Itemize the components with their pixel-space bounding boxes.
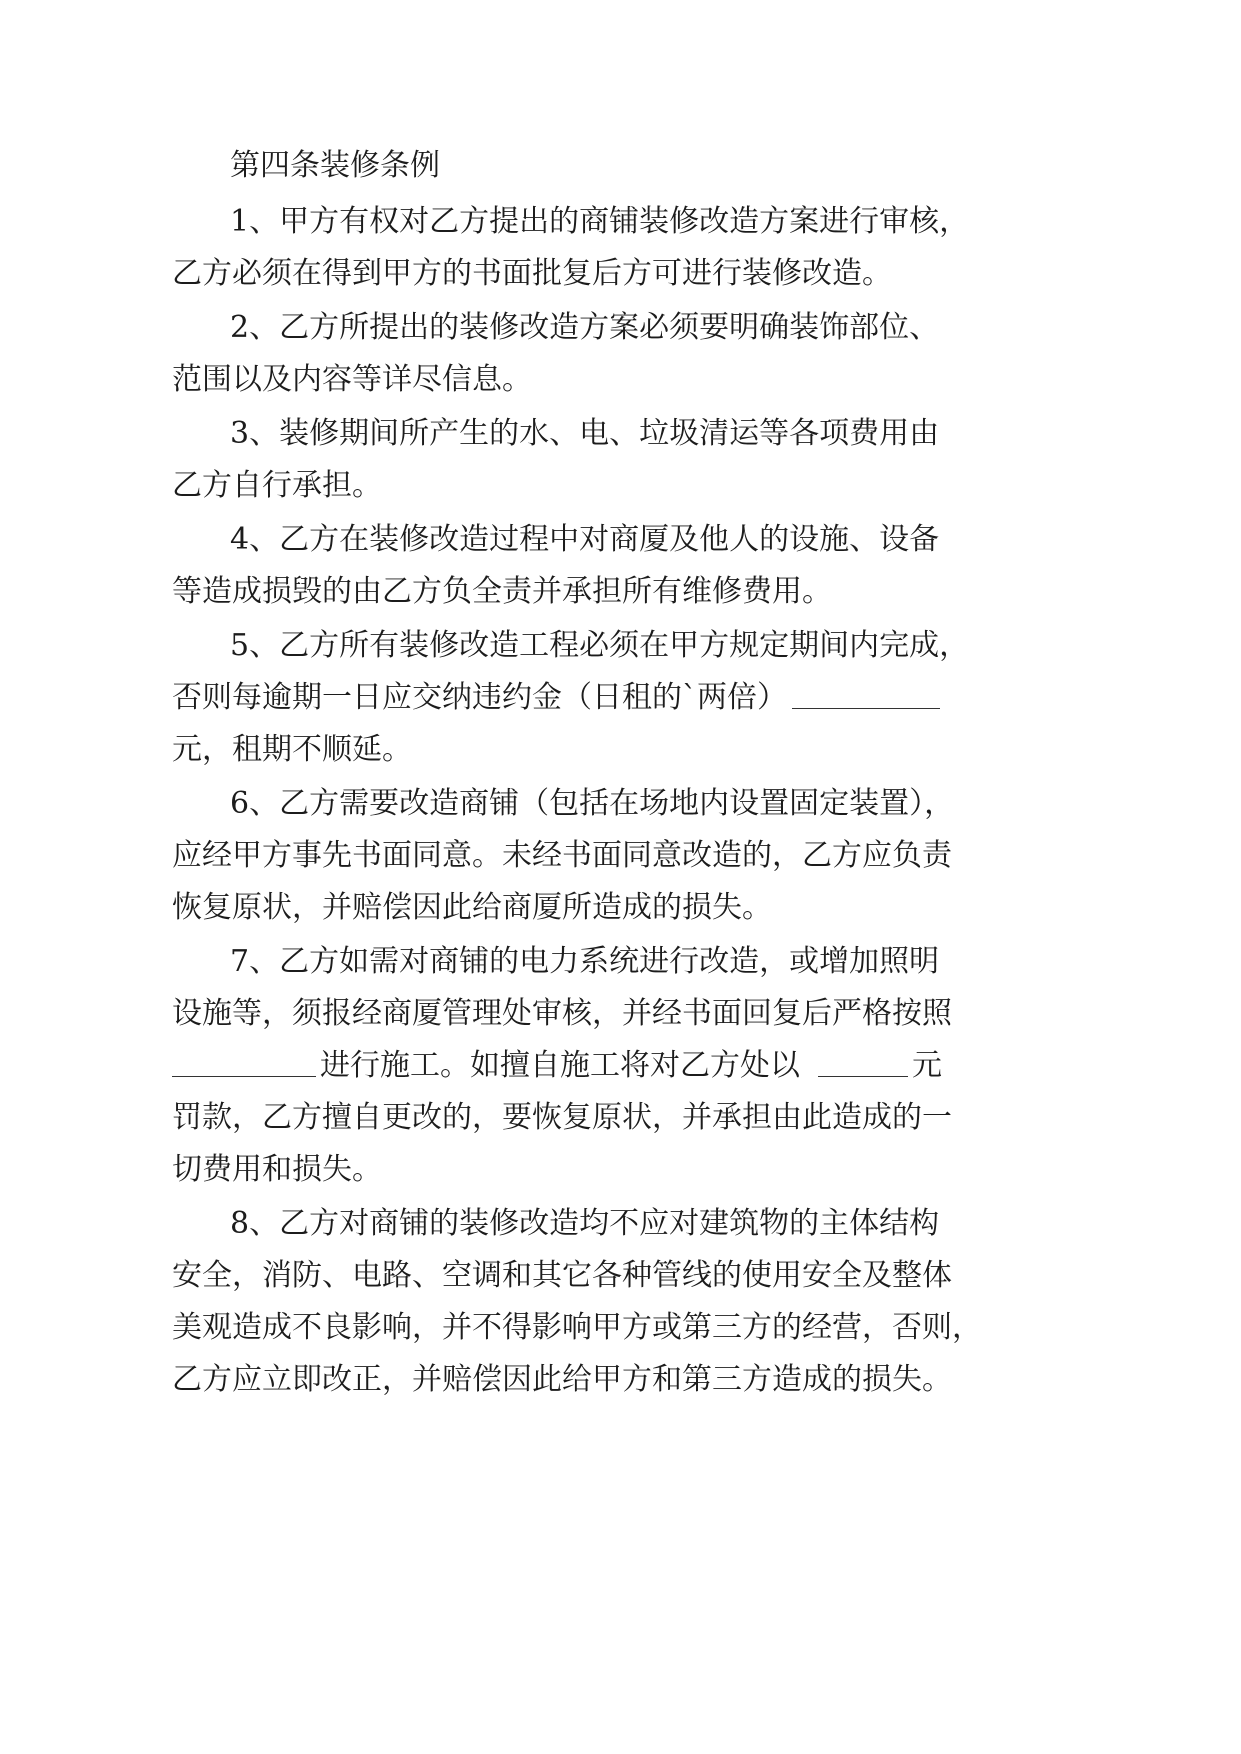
fill-in-blank-plan xyxy=(172,1050,316,1077)
paragraph-8-line-4: 乙方应立即改正，并赔偿因此给甲方和第三方造成的损失。 xyxy=(172,1362,952,1397)
paragraph-8-line-3: 美观造成不良影响，并不得影响甲方或第三方的经营，否则， xyxy=(172,1310,982,1345)
paragraph-5-line-2-text: 否则每逾期一日应交纳违约金（日租的`两倍） xyxy=(172,680,787,715)
paragraph-2-line-1: 2、乙方所提出的装修改造方案必须要明确装饰部位、 xyxy=(230,310,940,345)
paragraph-5-line-3: 元，租期不顺延。 xyxy=(172,732,412,767)
paragraph-7-line-5: 切费用和损失。 xyxy=(172,1152,382,1187)
paragraph-4-line-2: 等造成损毁的由乙方负全责并承担所有维修费用。 xyxy=(172,574,832,609)
paragraph-6-line-3: 恢复原状，并赔偿因此给商厦所造成的损失。 xyxy=(172,890,772,925)
paragraph-7-line-1: 7、乙方如需对商铺的电力系统进行改造，或增加照明 xyxy=(230,944,940,979)
paragraph-5-line-1: 5、乙方所有装修改造工程必须在甲方规定期间内完成， xyxy=(230,628,970,663)
paragraph-7-line-3-unit: 元 xyxy=(912,1048,942,1083)
fill-in-blank-fine xyxy=(818,1050,908,1077)
paragraph-1-line-2: 乙方必须在得到甲方的书面批复后方可进行装修改造。 xyxy=(172,256,892,291)
paragraph-6-line-2: 应经甲方事先书面同意。未经书面同意改造的，乙方应负责 xyxy=(172,838,952,873)
paragraph-7-line-3-text: 进行施工。如擅自施工将对乙方处以 xyxy=(320,1048,800,1083)
paragraph-5-line-2 xyxy=(172,678,787,718)
paragraph-8-line-1: 8、乙方对商铺的装修改造均不应对建筑物的主体结构 xyxy=(230,1206,940,1241)
section-heading: 第四条装修条例 xyxy=(230,148,440,183)
fill-in-blank-penalty xyxy=(792,682,940,709)
paragraph-1-line-1: 1、甲方有权对乙方提出的商铺装修改造方案进行审核， xyxy=(230,204,970,239)
paragraph-6-line-1: 6、乙方需要改造商铺（包括在场地内设置固定装置）， xyxy=(230,786,955,821)
paragraph-8-line-2: 安全，消防、电路、空调和其它各种管线的使用安全及整体 xyxy=(172,1258,952,1293)
paragraph-7-line-2: 设施等，须报经商厦管理处审核，并经书面回复后严格按照 xyxy=(172,996,952,1031)
paragraph-3-line-2: 乙方自行承担。 xyxy=(172,468,382,503)
paragraph-7-line-4: 罚款，乙方擅自更改的，要恢复原状，并承担由此造成的一 xyxy=(172,1100,952,1135)
paragraph-2-line-2: 范围以及内容等详尽信息。 xyxy=(172,362,532,397)
paragraph-3-line-1: 3、装修期间所产生的水、电、垃圾清运等各项费用由 xyxy=(230,416,940,451)
paragraph-4-line-1: 4、乙方在装修改造过程中对商厦及他人的设施、设备 xyxy=(230,522,940,557)
